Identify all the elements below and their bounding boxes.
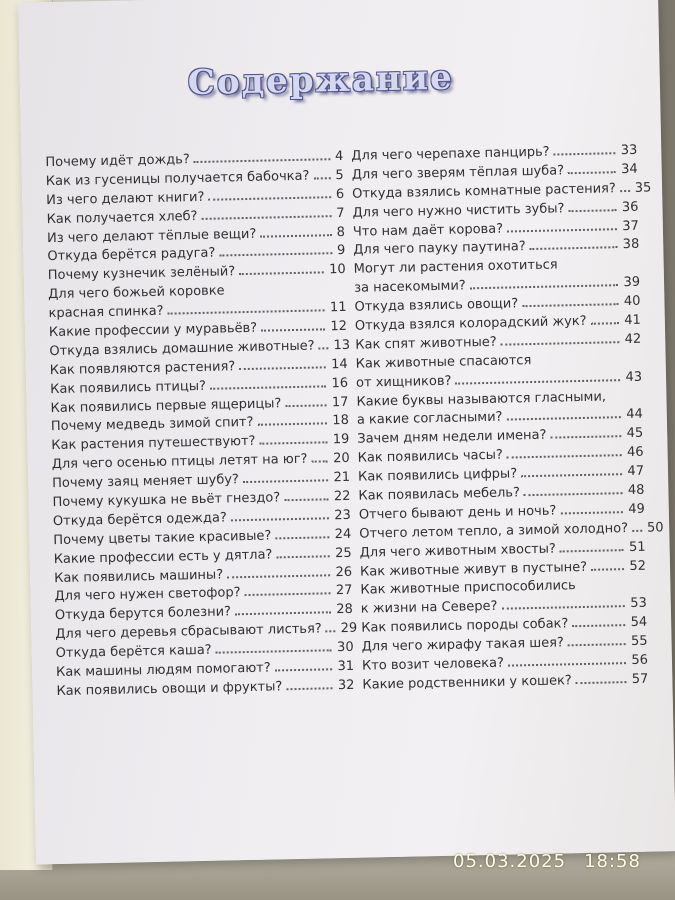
toc-page-number: 51: [628, 539, 646, 555]
toc-entry-title: Как появились машины?: [53, 567, 224, 586]
toc-column-right: [351, 142, 664, 696]
toc-entry-title: Какие буквы называются гласными,: [356, 389, 607, 410]
toc-entry-title: Как появилась мебель?: [358, 485, 521, 504]
toc-entry-title: Из чего делают тёплые вещи?: [46, 226, 257, 246]
toc-page-number: 41: [624, 312, 642, 329]
toc-entry-title: Как появились овощи и фрукты?: [56, 679, 283, 699]
toc-entry-title: Почему заяц меняет шубу?: [51, 472, 240, 492]
toc-entry-title: Какие профессии есть у дятла?: [53, 547, 273, 567]
toc-page-number: 26: [335, 564, 353, 580]
toc-column-left: [45, 148, 358, 702]
toc-entry-title: Для чего нужен светофор?: [54, 585, 241, 605]
toc-page-number: 10: [329, 262, 346, 278]
dot-leader: [235, 602, 332, 616]
toc-page-number: 47: [627, 463, 645, 480]
toc-entry-title: Как животные живут в пустыне?: [359, 559, 588, 580]
toc-entry-title: Откуда взялся колорадский жук?: [354, 313, 587, 334]
toc-entry-title: Откуда взялись комнатные растения?: [351, 181, 616, 202]
dot-leader: [276, 545, 330, 558]
toc-page-number: 19: [332, 432, 350, 448]
toc-entry-title: Какие родственники у кошек?: [362, 673, 572, 693]
dot-leader: [260, 224, 332, 237]
dot-leader: [568, 199, 617, 212]
toc-page-number: 30: [336, 639, 354, 656]
toc-page-number: 32: [337, 677, 355, 694]
toc-page-number: 12: [330, 318, 348, 335]
dot-leader: [530, 237, 618, 251]
toc-entry-title: красная спинка?: [48, 303, 164, 322]
toc-entry-title: Отчего бывают день и ночь?: [358, 503, 557, 523]
toc-entry-title: Для чего божьей коровке: [48, 283, 225, 303]
dot-leader: [231, 507, 330, 521]
dot-leader: [632, 520, 642, 532]
toc-entry-title: Для чего черепахе панцирь?: [351, 144, 550, 164]
toc-entry-title: Из чего делают книги?: [46, 189, 205, 208]
dot-leader: [286, 677, 333, 690]
dot-leader: [243, 469, 329, 483]
toc-entry-title: Отчего летом тепло, а зимой холодно?: [359, 520, 629, 542]
toc-page-number: 54: [630, 614, 648, 631]
toc-entry-title: Откуда берётся каша?: [55, 642, 212, 662]
toc-page-number: 55: [630, 633, 648, 650]
toc-page-number: 34: [620, 161, 638, 177]
toc-entry-title: Что нам даёт корова?: [352, 221, 504, 240]
toc-page-number: 46: [626, 444, 644, 461]
toc-page-number: 53: [630, 596, 647, 612]
dot-leader: [572, 614, 626, 627]
dot-leader: [590, 312, 619, 325]
dot-leader: [284, 488, 329, 501]
toc-entry: [354, 255, 641, 299]
toc-entry-title: Откуда берутся болезни?: [54, 604, 232, 624]
toc-entry-title: Как машины людям помогают?: [55, 660, 271, 681]
dot-leader: [591, 558, 625, 571]
photo-timestamp: [453, 851, 641, 872]
toc-entry-title: Как получается хлеб?: [46, 208, 198, 227]
toc-page-number: 28: [336, 602, 354, 618]
toc-page-number: 25: [334, 545, 352, 561]
dot-leader: [507, 218, 617, 232]
dot-leader: [470, 274, 619, 289]
dot-leader: [318, 337, 328, 349]
toc-entry-title: Для чего нужно чистить зубы?: [352, 200, 565, 221]
dot-leader: [285, 394, 327, 407]
toc-entry-title: Для чего животным хвосты?: [359, 541, 557, 561]
toc-page-number: 49: [628, 501, 645, 517]
toc-entry-title: Для чего деревья сбрасывают листья?: [55, 621, 322, 643]
timestamp-time: 18:58: [584, 851, 641, 872]
dot-leader: [201, 205, 331, 220]
dot-leader: [550, 426, 622, 439]
toc-entry-title: от хищников?: [355, 373, 452, 391]
toc-page-number: 52: [629, 558, 647, 574]
dot-leader: [239, 262, 324, 276]
toc-page-number: 23: [334, 507, 352, 524]
toc-page-number: 36: [621, 199, 639, 215]
dot-leader: [521, 463, 623, 477]
dot-leader: [311, 451, 328, 463]
dot-leader: [227, 564, 331, 578]
toc-entry: [356, 350, 643, 394]
toc-entry: [356, 387, 643, 431]
toc-entry-title: Как появились часы?: [357, 447, 504, 466]
toc-entry-title: Откуда берётся радуга?: [47, 246, 216, 265]
toc-page-number: 4: [334, 148, 344, 165]
toc-entry-title: Как появились птицы?: [50, 378, 207, 397]
toc-page-number: 27: [335, 583, 353, 599]
toc-page-number: 35: [634, 180, 652, 196]
toc-entry-title: Как растения путешествуют?: [51, 434, 256, 454]
dot-leader: [208, 186, 331, 201]
toc-page-number: 40: [623, 293, 641, 310]
dot-leader: [455, 369, 620, 384]
toc-page-number: 38: [622, 237, 640, 253]
dot-leader: [553, 142, 615, 155]
toc-entry-title: Почему идёт дождь?: [45, 152, 190, 171]
dot-leader: [501, 595, 625, 610]
toc-entry-title: Как появились породы собак?: [361, 616, 569, 636]
toc-entry-title: Как появились цифры?: [357, 466, 518, 485]
toc-page-number: 13: [333, 337, 351, 354]
toc-entry-title: Откуда взялись овощи?: [354, 296, 519, 315]
toc-entry-title: Откуда взялись домашние животные?: [49, 338, 315, 360]
toc-page-number: 57: [631, 671, 649, 687]
dot-leader: [194, 148, 331, 163]
dot-leader: [524, 482, 623, 496]
toc-page-number: 21: [333, 469, 351, 486]
page-title: Содержание: [187, 57, 455, 104]
dot-leader: [261, 318, 325, 331]
toc-page-number: 42: [624, 331, 642, 347]
book-page: [18, 0, 675, 865]
toc-entry-title: Почему медведь зимой спит?: [50, 415, 254, 435]
dot-leader: [522, 293, 619, 307]
toc-page-number: 11: [329, 300, 347, 316]
toc-page-number: 39: [623, 274, 641, 291]
toc-entry-title: Какие профессии у муравьёв?: [48, 320, 258, 341]
dot-leader: [508, 652, 627, 666]
toc-entry-title: Для чего пауку паутина?: [353, 239, 526, 259]
toc-entry-title: Как появились первые ящерицы?: [50, 395, 282, 416]
toc-entry-title: Почему кукушка не вьёт гнездо?: [52, 490, 281, 511]
toc-entry-title: Как животные спасаются: [355, 352, 532, 372]
dot-leader: [259, 432, 328, 445]
toc-page-number: 45: [626, 426, 644, 442]
toc-entry-title: Для чего осенью птицы летят на юг?: [51, 451, 308, 473]
toc-page-number: 5: [335, 167, 344, 183]
toc-entry-title: Как появляются растения?: [49, 359, 236, 378]
toc-entry-title: Могут ли растения охотиться: [353, 257, 558, 278]
toc-entry-title: Почему цветы такие красивые?: [53, 528, 272, 548]
dot-leader: [239, 356, 326, 370]
toc-entry: [360, 576, 647, 620]
toc-page-number: 16: [331, 375, 349, 391]
toc-entry-title: за насекомыми?: [353, 278, 466, 296]
toc-entry-title: Как животные приспособились: [360, 578, 576, 599]
dot-leader: [560, 501, 623, 514]
dot-leader: [500, 331, 619, 345]
toc-entry-title: Как спят животные?: [355, 334, 497, 353]
dot-leader: [275, 658, 333, 671]
toc-page-number: 8: [336, 224, 346, 240]
dot-leader: [568, 633, 626, 646]
dot-leader: [257, 413, 327, 426]
dot-leader: [506, 407, 621, 421]
dot-leader: [210, 375, 327, 389]
toc-page-number: 22: [333, 488, 351, 505]
toc-page-number: 9: [336, 243, 346, 259]
toc-page-number: 37: [622, 218, 640, 234]
toc-page-number: 50: [646, 520, 664, 536]
dot-leader: [244, 583, 331, 597]
toc-entry-title: Для чего жирафу такая шея?: [361, 635, 565, 655]
toc-entry-title: Зачем дням недели имена?: [357, 428, 547, 448]
dot-leader: [326, 620, 336, 632]
toc-entry-title: Откуда берётся одежда?: [52, 510, 227, 530]
toc-entry-title: Для чего зверям тёплая шуба?: [351, 163, 565, 183]
toc-entry-title: Как из гусеницы получается бабочка?: [45, 168, 310, 190]
toc-page-number: 29: [340, 621, 358, 637]
toc-page-number: 56: [631, 652, 649, 669]
toc-page-number: 44: [626, 407, 643, 423]
toc-page-number: 14: [331, 356, 348, 373]
dot-leader: [620, 180, 630, 192]
toc-page-number: 33: [620, 142, 638, 159]
toc-page-number: 43: [625, 369, 643, 385]
dot-leader: [507, 444, 622, 458]
toc-page-number: 18: [332, 413, 350, 429]
dot-leader: [215, 639, 332, 653]
toc-entry-title: а какие согласными?: [356, 410, 503, 429]
dot-leader: [219, 243, 332, 257]
toc-entry: [48, 280, 347, 324]
toc-page-number: 20: [332, 451, 350, 467]
dot-leader: [313, 167, 330, 179]
toc-entry-title: Почему кузнечик зелёный?: [47, 264, 236, 284]
dot-leader: [167, 299, 325, 314]
dot-leader: [576, 671, 627, 684]
toc-entry-title: к жизни на Севере?: [360, 599, 498, 618]
toc-page-number: 6: [335, 186, 345, 202]
toc-page-number: 7: [336, 205, 345, 221]
timestamp-date: 05.03.2025: [453, 851, 567, 872]
toc-entry-title: Кто возит человека?: [361, 655, 505, 674]
dot-leader: [568, 161, 616, 174]
toc-page-number: 17: [331, 394, 349, 410]
dot-leader: [275, 526, 330, 539]
toc-page-number: 48: [627, 482, 645, 499]
toc-page-number: 24: [334, 526, 352, 542]
toc-page-number: 31: [337, 658, 355, 675]
dot-leader: [560, 539, 624, 552]
